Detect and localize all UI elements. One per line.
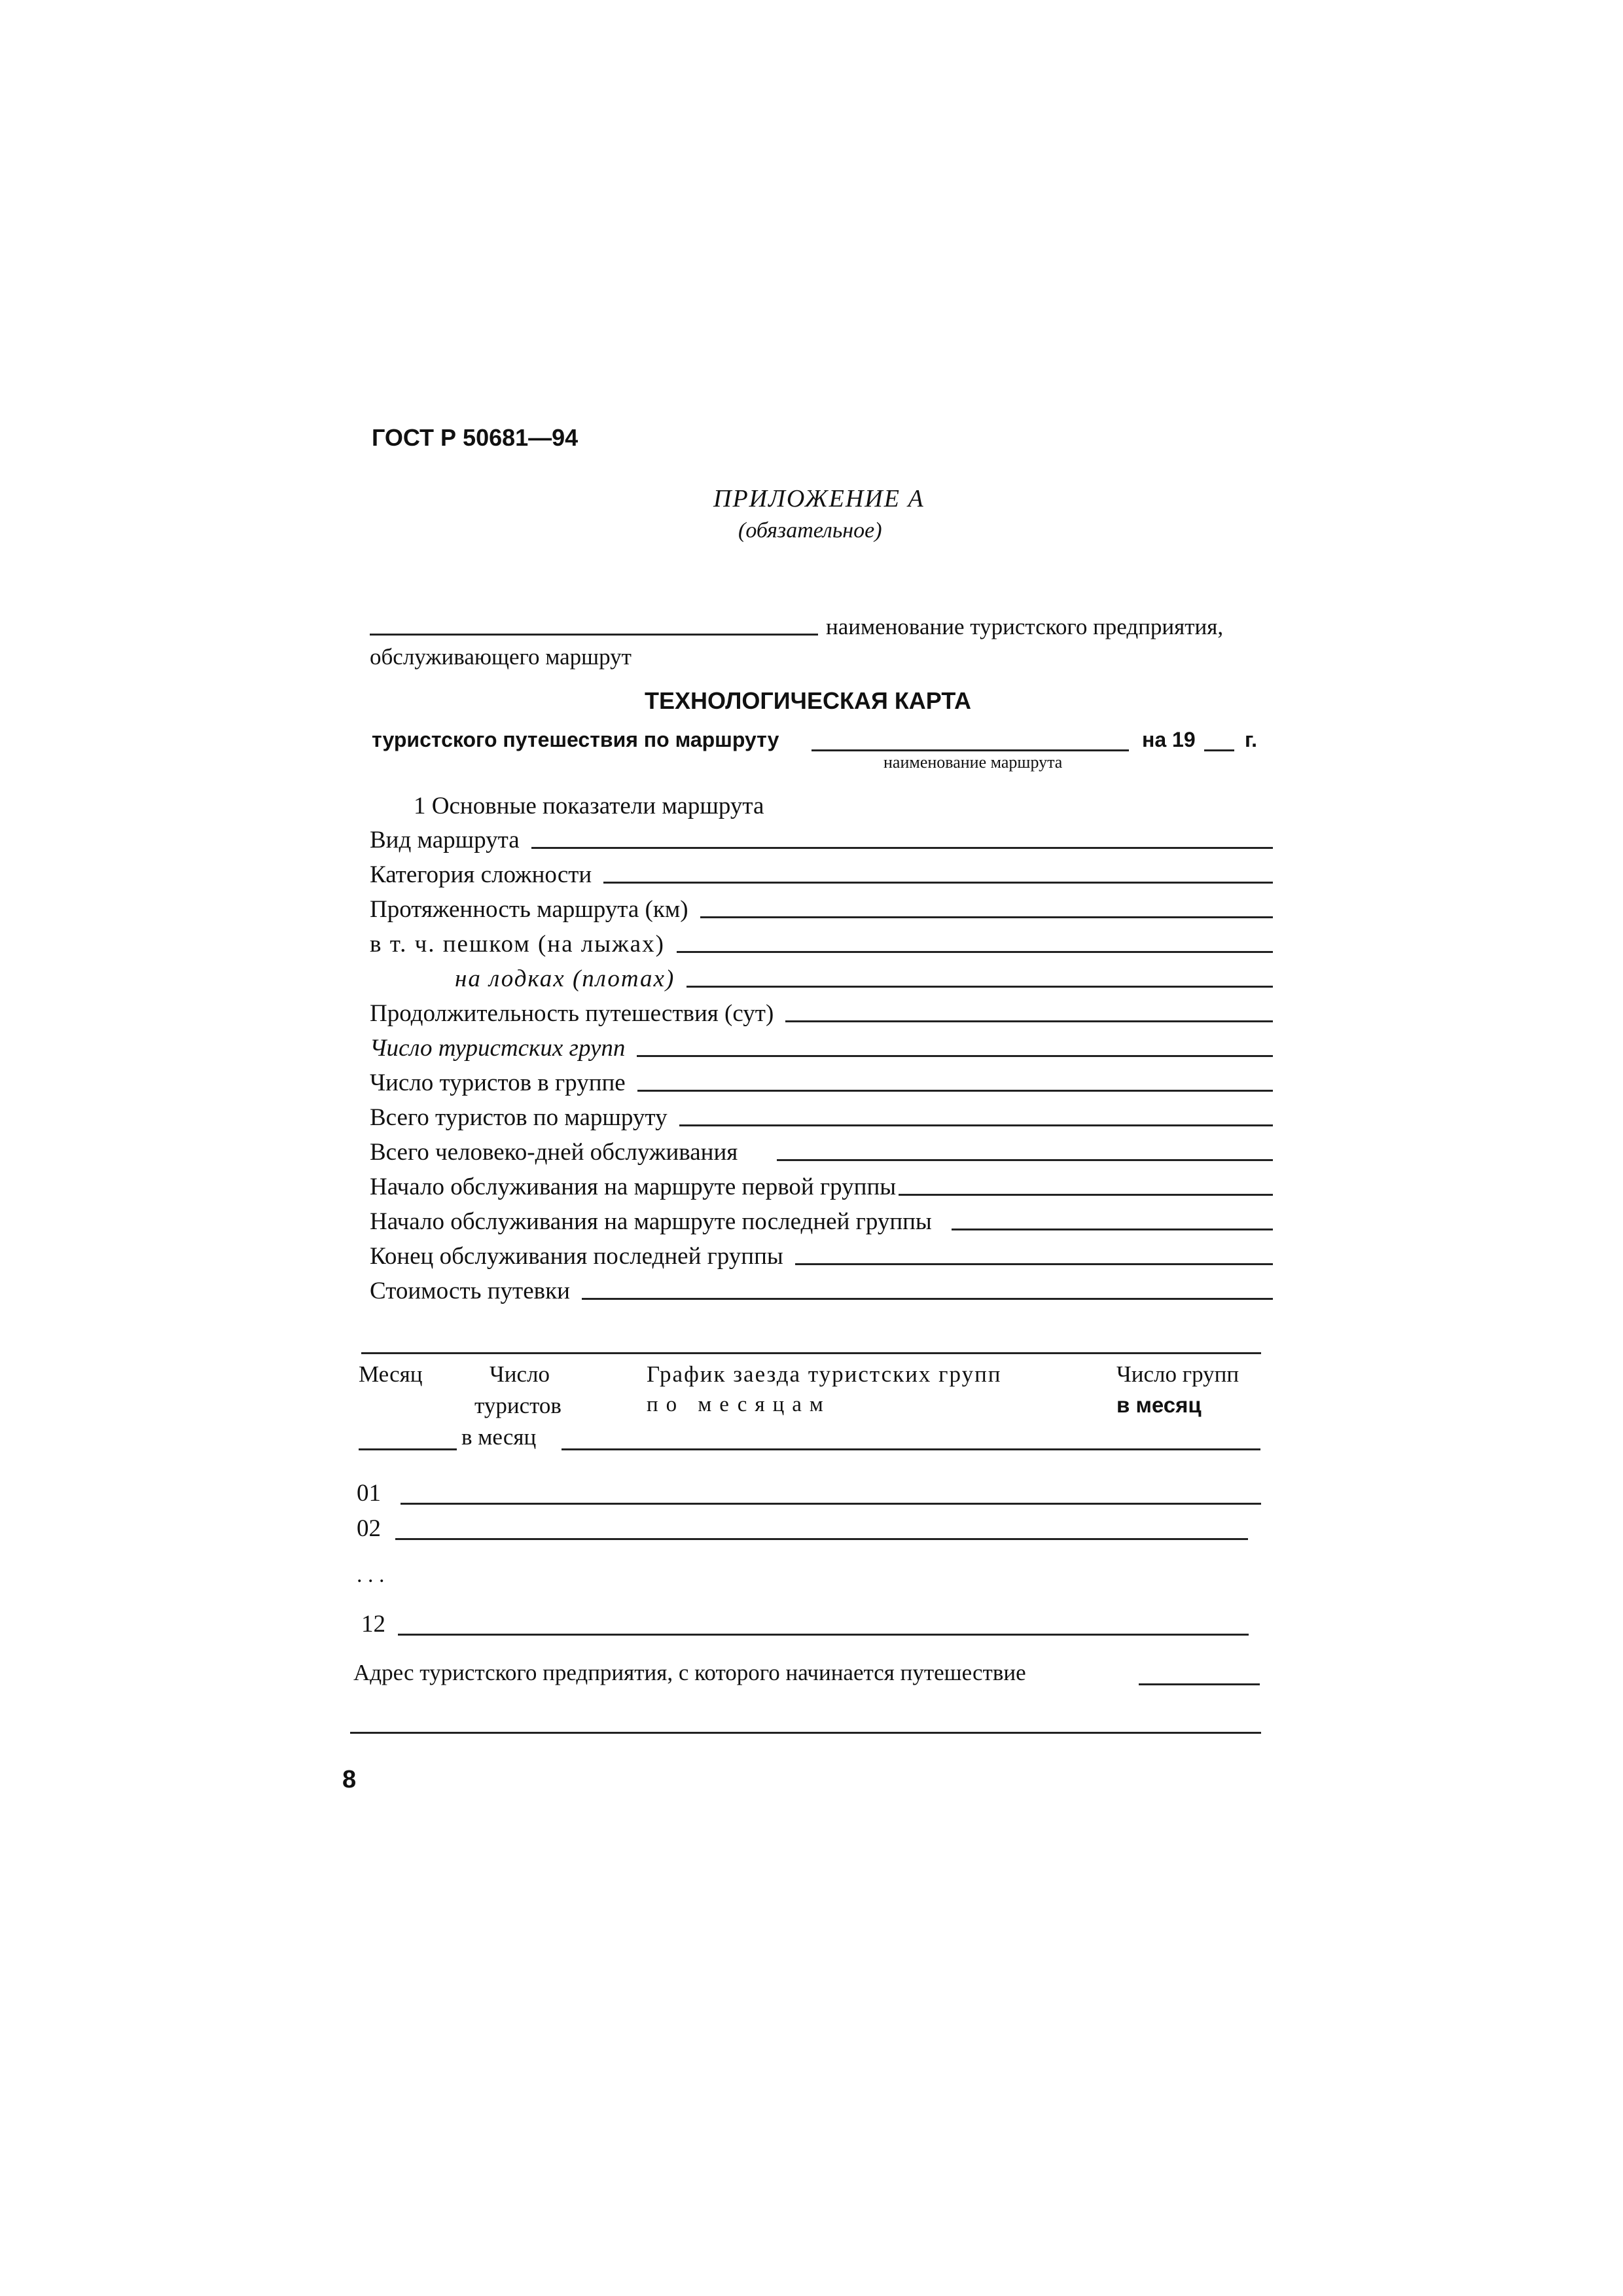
organization-caption-continued: обслуживающего маршрут bbox=[370, 644, 632, 670]
col-groups-header-2: в месяц bbox=[1116, 1393, 1202, 1417]
indicator-label: Категория сложности bbox=[370, 861, 592, 888]
indicator-field[interactable] bbox=[777, 1159, 1273, 1161]
indicator-field[interactable] bbox=[677, 951, 1273, 953]
indicator-row bbox=[370, 1242, 1273, 1270]
section-divider bbox=[361, 1352, 1261, 1354]
indicator-field[interactable] bbox=[637, 1055, 1273, 1057]
organization-caption: наименование туристского предприятия, bbox=[826, 614, 1224, 639]
indicator-field[interactable] bbox=[899, 1194, 1273, 1196]
col-groups-header-1: Число групп bbox=[1116, 1361, 1240, 1387]
address-field[interactable] bbox=[1139, 1683, 1260, 1685]
indicator-row bbox=[370, 1103, 1273, 1132]
indicator-field[interactable] bbox=[603, 882, 1273, 884]
route-name-field[interactable] bbox=[812, 749, 1129, 751]
col-month-header: Месяц bbox=[359, 1361, 423, 1387]
month-row-field[interactable] bbox=[395, 1538, 1248, 1540]
col-tourists-header-3: в месяц bbox=[461, 1424, 537, 1450]
indicator-label: Вид маршрута bbox=[370, 827, 520, 853]
address-label: Адрес туристского предприятия, с которого начинается путешествие bbox=[353, 1660, 1026, 1685]
indicator-field[interactable] bbox=[700, 916, 1273, 918]
indicator-label: Всего человеко-дней обслуживания bbox=[370, 1139, 738, 1166]
indicator-label: Число туристских групп bbox=[370, 1035, 626, 1062]
indicator-row bbox=[370, 861, 1273, 889]
schedule-header-line bbox=[562, 1448, 1260, 1450]
indicator-label: Начало обслуживания на маршруте первой группы bbox=[370, 1174, 897, 1200]
appendix-title: ПРИЛОЖЕНИЕ А bbox=[713, 485, 925, 512]
month-label: 02 bbox=[357, 1515, 381, 1542]
indicator-row bbox=[370, 930, 1273, 958]
month-label: 01 bbox=[357, 1480, 381, 1507]
tourists-per-month-field[interactable] bbox=[359, 1448, 457, 1450]
indicator-field[interactable] bbox=[785, 1020, 1273, 1022]
year-field[interactable] bbox=[1204, 749, 1234, 751]
route-name-caption: наименование маршрута bbox=[883, 753, 1063, 772]
col-tourists-header-1: Число bbox=[490, 1361, 550, 1387]
indicator-row bbox=[370, 895, 1273, 924]
indicator-field[interactable] bbox=[531, 847, 1273, 849]
organization-name-field[interactable] bbox=[370, 634, 818, 636]
indicator-field[interactable] bbox=[582, 1298, 1273, 1300]
indicator-row bbox=[370, 1069, 1273, 1097]
indicator-field[interactable] bbox=[679, 1124, 1273, 1126]
indicator-row bbox=[370, 999, 1273, 1028]
indicators-heading: 1 Основные показатели маршрута bbox=[414, 793, 764, 819]
month-ellipsis: . . . bbox=[357, 1563, 385, 1587]
indicator-label: Стоимость путевки bbox=[370, 1278, 570, 1304]
indicator-label: Число туристов в группе bbox=[370, 1069, 626, 1096]
month-row-field[interactable] bbox=[398, 1634, 1249, 1636]
indicator-row bbox=[370, 1034, 1273, 1062]
indicator-label: Протяженность маршрута (км) bbox=[370, 896, 688, 923]
indicator-field[interactable] bbox=[687, 986, 1273, 988]
indicator-row bbox=[370, 1138, 1273, 1166]
year-suffix: г. bbox=[1245, 728, 1258, 751]
card-title: ТЕХНОЛОГИЧЕСКАЯ КАРТА bbox=[645, 687, 972, 714]
indicator-field[interactable] bbox=[952, 1229, 1273, 1230]
col-schedule-header-1: График заезда туристских групп bbox=[647, 1361, 1002, 1387]
col-tourists-header-2: туристов bbox=[474, 1393, 562, 1418]
month-label: 12 bbox=[361, 1611, 385, 1638]
col-schedule-header-2: по месяцам bbox=[647, 1393, 831, 1416]
indicator-label: Конец обслуживания последней группы bbox=[370, 1243, 783, 1270]
indicator-row bbox=[370, 1277, 1273, 1305]
indicator-label: Всего туристов по маршруту bbox=[370, 1104, 668, 1131]
indicator-row bbox=[455, 965, 1273, 993]
indicator-label: Продолжительность путешествия (сут) bbox=[370, 1000, 774, 1027]
appendix-subtitle: (обязательное) bbox=[738, 518, 882, 543]
card-subtitle: туристского путешествия по маршруту bbox=[372, 728, 779, 751]
indicator-row bbox=[370, 1173, 1273, 1201]
indicator-label: Начало обслуживания на маршруте последней группы bbox=[370, 1208, 932, 1235]
page-number: 8 bbox=[342, 1766, 357, 1793]
indicator-field[interactable] bbox=[637, 1090, 1273, 1092]
indicator-row bbox=[370, 826, 1273, 854]
document-code: ГОСТ Р 50681—94 bbox=[372, 424, 579, 451]
indicator-label: на лодках (плотах) bbox=[455, 965, 675, 992]
indicator-row bbox=[370, 1208, 1273, 1236]
indicator-label: в т. ч. пешком (на лыжах) bbox=[370, 931, 665, 958]
address-field-continued[interactable] bbox=[350, 1732, 1261, 1734]
year-prefix: на 19 bbox=[1142, 728, 1196, 751]
month-row-field[interactable] bbox=[401, 1503, 1261, 1505]
indicator-field[interactable] bbox=[795, 1263, 1273, 1265]
